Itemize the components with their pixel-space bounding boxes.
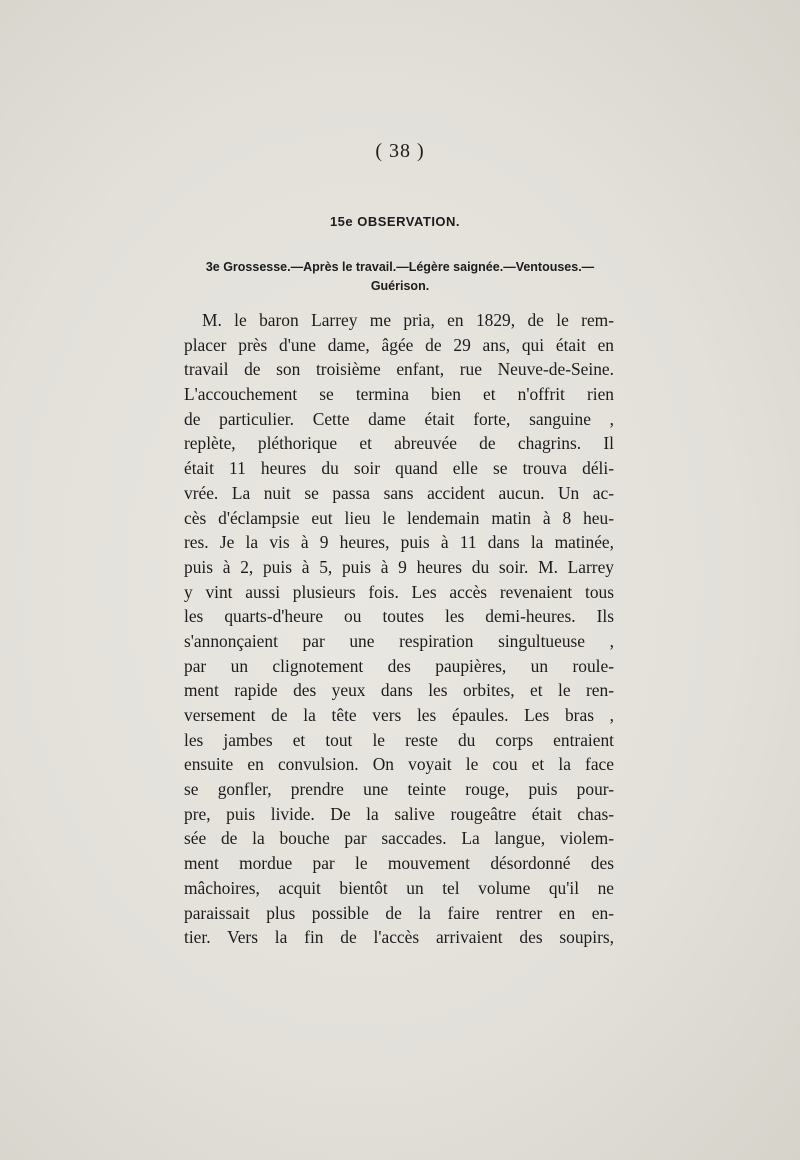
observation-summary xyxy=(190,258,610,296)
text-line: pre, puis livide. De la salive rougeâtre était chas- xyxy=(184,803,614,824)
observation-title: 15e OBSERVATION. xyxy=(329,214,461,229)
text-line: L'accouchement se termina bien et n'offrit rien xyxy=(184,384,614,405)
text-line: se gonfler, prendre une teinte rouge, puis pour- xyxy=(184,779,614,800)
text-line: les jambes et tout le reste du corps entraient xyxy=(184,729,614,750)
text-line: par un clignotement des paupières, un roule- xyxy=(184,655,614,676)
text-line: replète, pléthorique et abreuvée de chagrins. Il xyxy=(184,433,614,454)
text-line: ment mordue par le mouvement désordonné des xyxy=(184,853,614,874)
text-line: M. le baron Larrey me pria, en 1829, de le rem- xyxy=(202,310,614,330)
text-line: mâchoires, acquit bientôt un tel volume qu'il ne xyxy=(184,877,614,898)
text-line: ensuite en convulsion. On voyait le cou et la face xyxy=(184,754,614,775)
text-line: res. Je la vis à 9 heures, puis à 11 dans la matinée, xyxy=(184,532,614,553)
page-number: ( 38 ) xyxy=(375,140,425,162)
text-line: versement de la tête vers les épaules. Les bras , xyxy=(184,705,614,725)
text-line: était 11 heures du soir quand elle se trouva déli- xyxy=(184,458,614,479)
text-line: puis à 2, puis à 5, puis à 9 heures du soir. M. Larrey xyxy=(184,556,614,577)
summary-line: 3e Grossesse.—Après le travail.—Légère saignée.—Ventouses.— xyxy=(205,260,595,274)
text-line: s'annonçaient par une respiration singultueuse , xyxy=(184,630,614,651)
text-line: sée de la bouche par saccades. La langue, violem- xyxy=(184,828,614,849)
text-line: ment rapide des yeux dans les orbites, et le ren- xyxy=(184,680,614,701)
text-line: vrée. La nuit se passa sans accident aucun. Un ac- xyxy=(184,482,614,503)
text-line: paraissait plus possible de la faire rentrer en en- xyxy=(184,902,614,923)
text-line: travail de son troisième enfant, rue Neuve-de-Seine. xyxy=(184,359,614,380)
summary-line: Guérison. xyxy=(370,279,430,293)
text-line: placer près d'une dame, âgée de 29 ans, qui était en xyxy=(184,334,614,355)
body-text xyxy=(184,308,614,950)
text-line: cès d'éclampsie eut lieu le lendemain matin à 8 heu- xyxy=(184,507,614,528)
text-line: y vint aussi plusieurs fois. Les accès revenaient tous xyxy=(184,581,614,602)
text-line: les quarts-d'heure ou toutes les demi-heures. Ils xyxy=(184,606,614,627)
text-line: de particulier. Cette dame était forte, sanguine , xyxy=(184,408,614,429)
text-line: tier. Vers la fin de l'accès arrivaient des soupirs, xyxy=(184,927,614,948)
